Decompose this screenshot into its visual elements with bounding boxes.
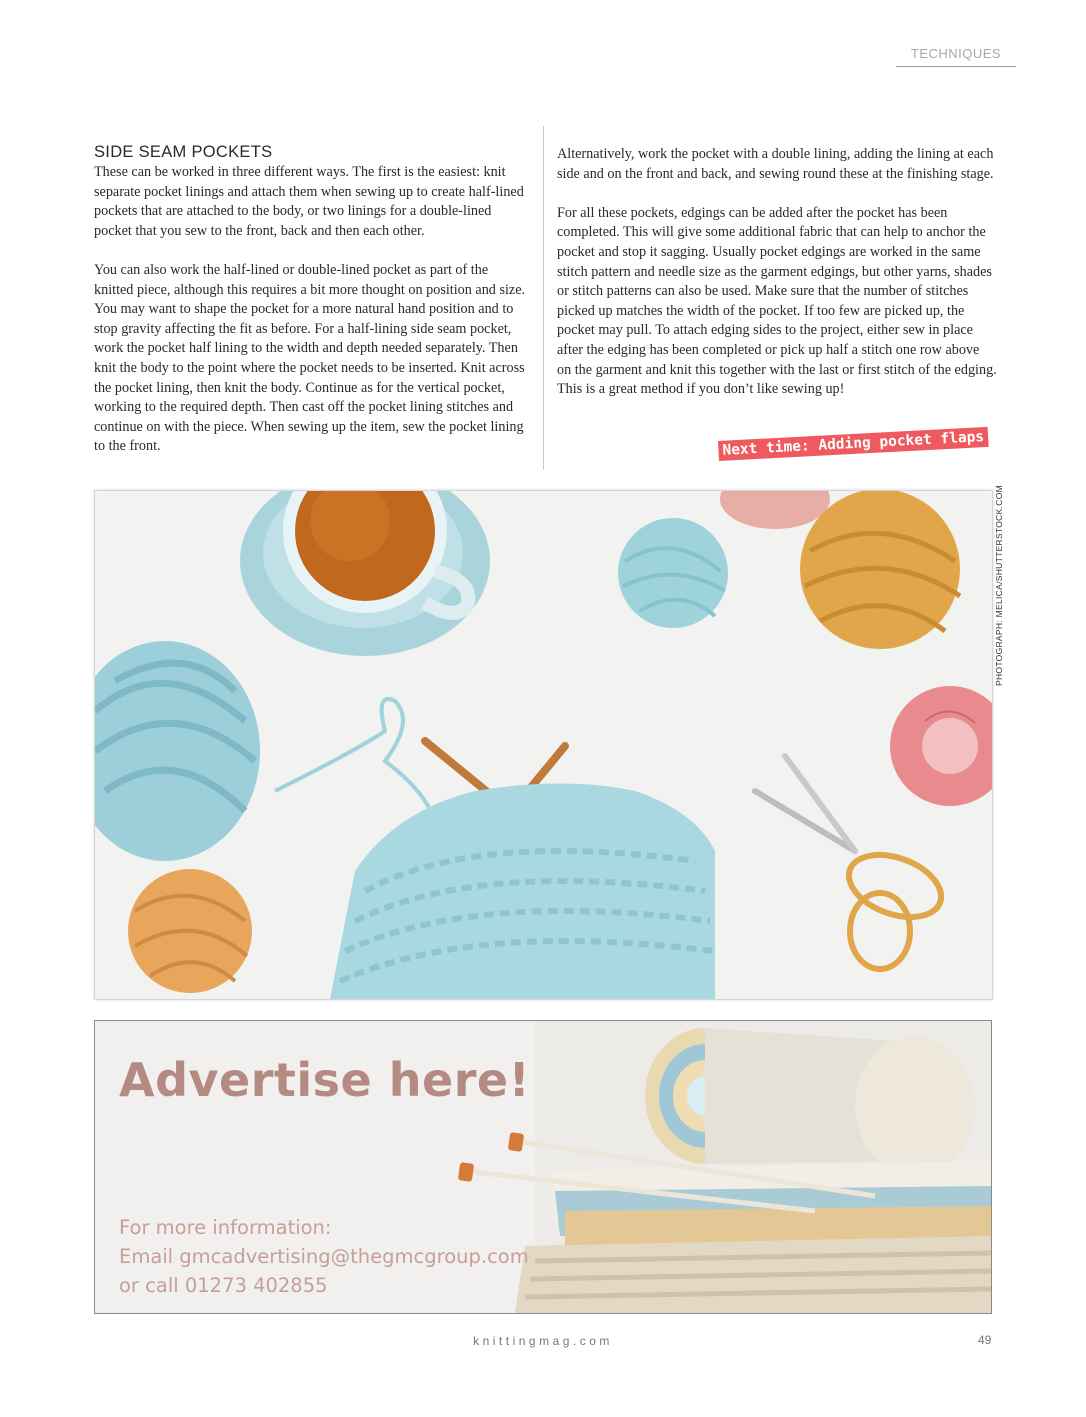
- article-left-column: [94, 141, 526, 477]
- section-label: TECHNIQUES: [896, 46, 1016, 67]
- next-time-banner: Next time: Adding pocket flaps: [718, 427, 989, 461]
- knitting-photo: [94, 490, 993, 1000]
- advert-info: [119, 1213, 529, 1300]
- knitting-illustration: [95, 491, 992, 999]
- advert-box: [94, 1020, 992, 1314]
- advert-email-line[interactable]: Email gmcadvertising@thegmcgroup.com: [119, 1245, 529, 1268]
- footer-site-url[interactable]: knittingmag.com: [473, 1334, 613, 1348]
- column-divider: [543, 126, 544, 470]
- paragraph: For all these pockets, edgings can be added after the pocket has been completed. This will give some additional fabric that can help to anchor the pocket and stop it sagging. Usually pocket edgings are worked in the same stitch pattern and needle size as the garment edgings, but other yarns, shades or stitch patterns can also be used. Make sure that the number of stitches picked up matches the width of the pocket. If too few are picked up, the pocket may pull. To attach edging sides to the project, either sew in place after the edging has been completed or pick up half a stitch one row above on the garment and knit this together with the last or first stitch of the edging. This is a great method if you don’t like sewing up!: [557, 204, 997, 398]
- advert-phone-line: or call 01273 402855: [119, 1274, 328, 1297]
- advert-title: Advertise here!: [119, 1053, 531, 1107]
- page-number: 49: [978, 1333, 992, 1347]
- paragraph: You can also work the half-lined or double-lined pocket as part of the knitted piece, although this requires a bit more thought on position and size. You may want to shape the pocket for a more natural hand position and to stop gravity affecting the fit as before. For a half-lining side seam pocket, work the pocket half lining to the width and depth needed separately. Then knit the body to the point where the pocket needs to be inserted. Knit across the pocket lining, then knit the body. Continue as for the vertical pocket, working to the required depth. Then cast off the pocket lining stitches and continue on with the piece. When sewing up the item, sew the pocket lining to the front.: [94, 261, 526, 455]
- photo-credit: PHOTOGRAPH: MELICA/SHUTTERSTOCK.COM: [994, 485, 1004, 686]
- paragraph: These can be worked in three different ways. The first is the easiest: knit separate pocket linings and attach them when sewing up to create half-lined pockets that are attached to the body, or two linings for a double-lined pocket that you sew to the front, back and then each other.: [94, 164, 524, 239]
- article-right-column: [557, 145, 997, 419]
- paragraph: Alternatively, work the pocket with a double lining, adding the lining at each side and on the front and back, and sewing round these at the finishing stage.: [557, 146, 994, 182]
- article-heading: SIDE SEAM POCKETS: [94, 143, 273, 161]
- advert-info-line: For more information:: [119, 1216, 332, 1239]
